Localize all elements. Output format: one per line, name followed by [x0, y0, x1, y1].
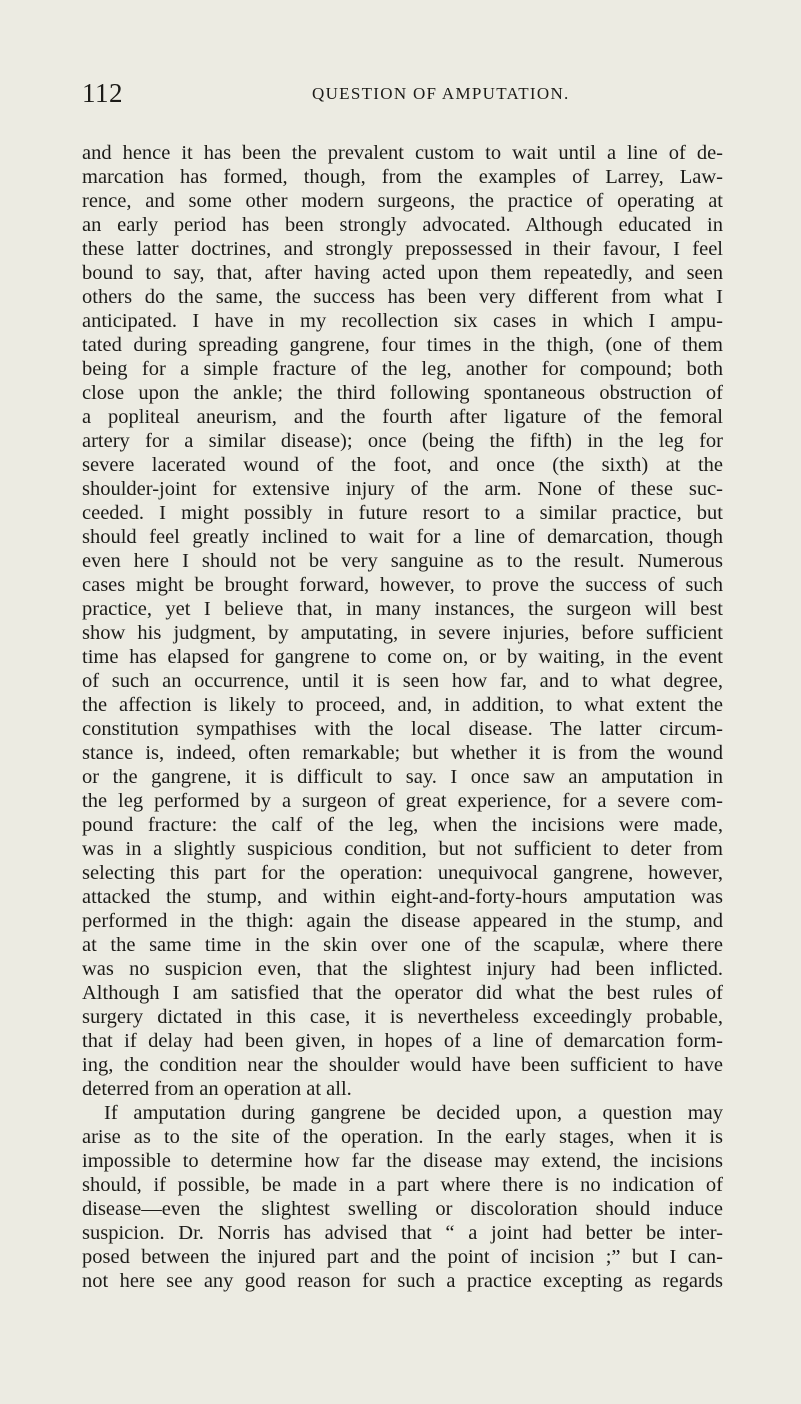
text-line: others do the same, the success has been very different from what I [82, 286, 723, 308]
text-line: was in a slightly suspicious condition, but not sufficient to deter from [82, 838, 723, 860]
text-line: tated during spreading gangrene, four times in the thigh, (one of them [82, 334, 723, 356]
text-line: practice, yet I believe that, in many instances, the surgeon will best [82, 598, 723, 620]
text-line: constitution sympathises with the local disease. The latter circum- [82, 718, 723, 740]
text-line: marcation has formed, though, from the examples of Larrey, Law- [82, 166, 723, 188]
text-line: and hence it has been the prevalent custom to wait until a line of de- [82, 142, 723, 164]
text-line: posed between the injured part and the point of incision ;” but I can- [82, 1246, 723, 1268]
text-line: should, if possible, be made in a part where there is no indication of [82, 1174, 723, 1196]
text-line: time has elapsed for gangrene to come on, or by waiting, in the event [82, 646, 723, 668]
text-line: was no suspicion even, that the slightest injury had been inflicted. [82, 958, 723, 980]
text-line: shoulder-joint for extensive injury of the arm. None of these suc- [82, 478, 723, 500]
text-line: stance is, indeed, often remarkable; but whether it is from the wound [82, 742, 723, 764]
text-line: even here I should not be very sanguine as to the result. Numerous [82, 550, 723, 572]
text-line: should feel greatly inclined to wait for a line of demarcation, though [82, 526, 723, 548]
text-line: bound to say, that, after having acted upon them repeatedly, and seen [82, 262, 723, 284]
text-line: a popliteal aneurism, and the fourth after ligature of the femoral [82, 406, 723, 428]
page-header [82, 78, 722, 112]
text-line: attacked the stump, and within eight-and-forty-hours amputation was [82, 886, 723, 908]
text-line: these latter doctrines, and strongly prepossessed in their favour, I feel [82, 238, 723, 260]
text-line: ing, the condition near the shoulder would have been sufficient to have [82, 1054, 723, 1076]
text-line: of such an occurrence, until it is seen how far, and to what degree, [82, 670, 723, 692]
page-number: 112 [82, 78, 123, 108]
paragraph-start-line: If amputation during gangrene be decided upon, a question may [104, 1102, 723, 1124]
body-text [82, 141, 723, 1293]
text-line: disease—even the slightest swelling or discoloration should induce [82, 1198, 723, 1220]
text-line: Although I am satisfied that the operator did what the best rules of [82, 982, 723, 1004]
text-line: rence, and some other modern surgeons, the practice of operating at [82, 190, 723, 212]
text-line: at the same time in the skin over one of the scapulæ, where there [82, 934, 723, 956]
text-line: not here see any good reason for such a practice excepting as regards [82, 1270, 723, 1292]
paragraph-end-line: deterred from an operation at all. [82, 1078, 352, 1100]
text-line: arise as to the site of the operation. In the early stages, when it is [82, 1126, 723, 1148]
text-line: surgery dictated in this case, it is nevertheless exceedingly probable, [82, 1006, 723, 1028]
text-line: performed in the thigh: again the disease appeared in the stump, and [82, 910, 723, 932]
text-line: being for a simple fracture of the leg, another for compound; both [82, 358, 723, 380]
text-line: anticipated. I have in my recollection six cases in which I ampu- [82, 310, 723, 332]
running-head: QUESTION OF AMPUTATION. [312, 84, 570, 103]
text-line: pound fracture: the calf of the leg, when the incisions were made, [82, 814, 723, 836]
text-line: or the gangrene, it is difficult to say. I once saw an amputation in [82, 766, 723, 788]
text-line: close upon the ankle; the third following spontaneous obstruction of [82, 382, 723, 404]
text-line: artery for a similar disease); once (being the fifth) in the leg for [82, 430, 723, 452]
text-line: the affection is likely to proceed, and, in addition, to what extent the [82, 694, 723, 716]
text-line: selecting this part for the operation: unequivocal gangrene, however, [82, 862, 723, 884]
text-line: show his judgment, by amputating, in severe injuries, before sufficient [82, 622, 723, 644]
text-line: severe lacerated wound of the foot, and once (the sixth) at the [82, 454, 723, 476]
text-line: the leg performed by a surgeon of great experience, for a severe com- [82, 790, 723, 812]
text-line: suspicion. Dr. Norris has advised that “ a joint had better be inter- [82, 1222, 723, 1244]
text-line: cases might be brought forward, however, to prove the success of such [82, 574, 723, 596]
text-line: that if delay had been given, in hopes of a line of demarcation form- [82, 1030, 723, 1052]
text-line: impossible to determine how far the disease may extend, the incisions [82, 1150, 723, 1172]
text-line: ceeded. I might possibly in future resort to a similar practice, but [82, 502, 723, 524]
text-line: an early period has been strongly advocated. Although educated in [82, 214, 723, 236]
